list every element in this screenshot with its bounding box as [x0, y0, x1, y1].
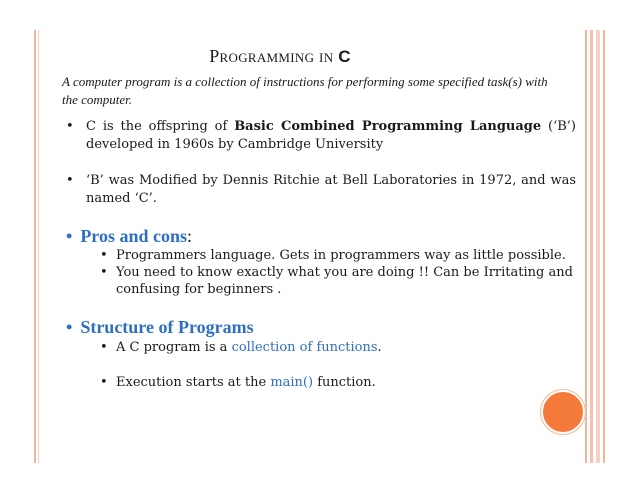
bullet-text-post: (‘B’) developed in 1960s by Cambridge University: [86, 119, 577, 152]
title-text: Programming in: [209, 46, 339, 66]
structure-item-accent: main(): [270, 375, 314, 390]
decorative-circle: [541, 390, 585, 434]
right-frame-band-2: [590, 30, 593, 463]
pros-colon: :: [187, 226, 193, 246]
structure-item-accent: collection of functions: [231, 340, 378, 355]
list-item: [66, 118, 576, 154]
pros-item-text: You need to know exactly what you are doing !! Can be Irritating and confusing for beginners .: [116, 265, 573, 297]
slide-title: [0, 46, 560, 67]
list-item: [66, 172, 576, 208]
structure-heading-text: Structure of Programs: [80, 317, 254, 337]
bullet-dot-icon: •: [100, 340, 108, 355]
structure-heading: [66, 317, 254, 338]
bullet-dot-icon: •: [100, 375, 108, 390]
structure-item-text: Execution starts at the: [116, 375, 271, 390]
right-frame-band-1: [585, 30, 587, 463]
bullet-dot-icon: •: [100, 265, 108, 280]
bullet-list-1: [66, 118, 576, 154]
bullet-dot-icon: •: [66, 317, 73, 337]
structure-item-post: function.: [313, 375, 376, 390]
bullet-list-2: [66, 172, 576, 208]
pros-item: [100, 264, 578, 298]
structure-item-post: .: [377, 340, 382, 355]
bullet-text: ‘B’ was Modified by Dennis Ritchie at Bell Laboratories in 1972, and was named ‘C’.: [86, 173, 576, 206]
right-frame-band-4: [603, 30, 605, 463]
pros-heading: [66, 226, 192, 247]
bullet-dot-icon: •: [100, 248, 108, 263]
bullet-text: C is the offspring of: [86, 119, 235, 134]
pros-item: [100, 247, 578, 264]
bullet-dot-icon: •: [66, 173, 74, 188]
structure-item-text: A C program is a: [116, 340, 232, 355]
title-bold: C: [338, 47, 351, 66]
intro-text: A computer program is a collection of instructions for performing some specified task(s) with the computer.: [62, 74, 548, 107]
pros-item-text: Programmers language. Gets in programmers way as little possible.: [116, 248, 566, 263]
left-frame-line-inner: [38, 30, 39, 463]
right-frame-band-3: [596, 30, 600, 463]
bullet-dot-icon: •: [66, 119, 74, 134]
left-frame-line: [34, 30, 36, 463]
structure-item: [100, 339, 578, 356]
structure-item: [100, 374, 578, 391]
pros-heading-text: Pros and cons: [80, 226, 188, 246]
bullet-bold: Basic Combined Programming Language: [234, 119, 542, 134]
bullet-dot-icon: •: [66, 226, 73, 246]
